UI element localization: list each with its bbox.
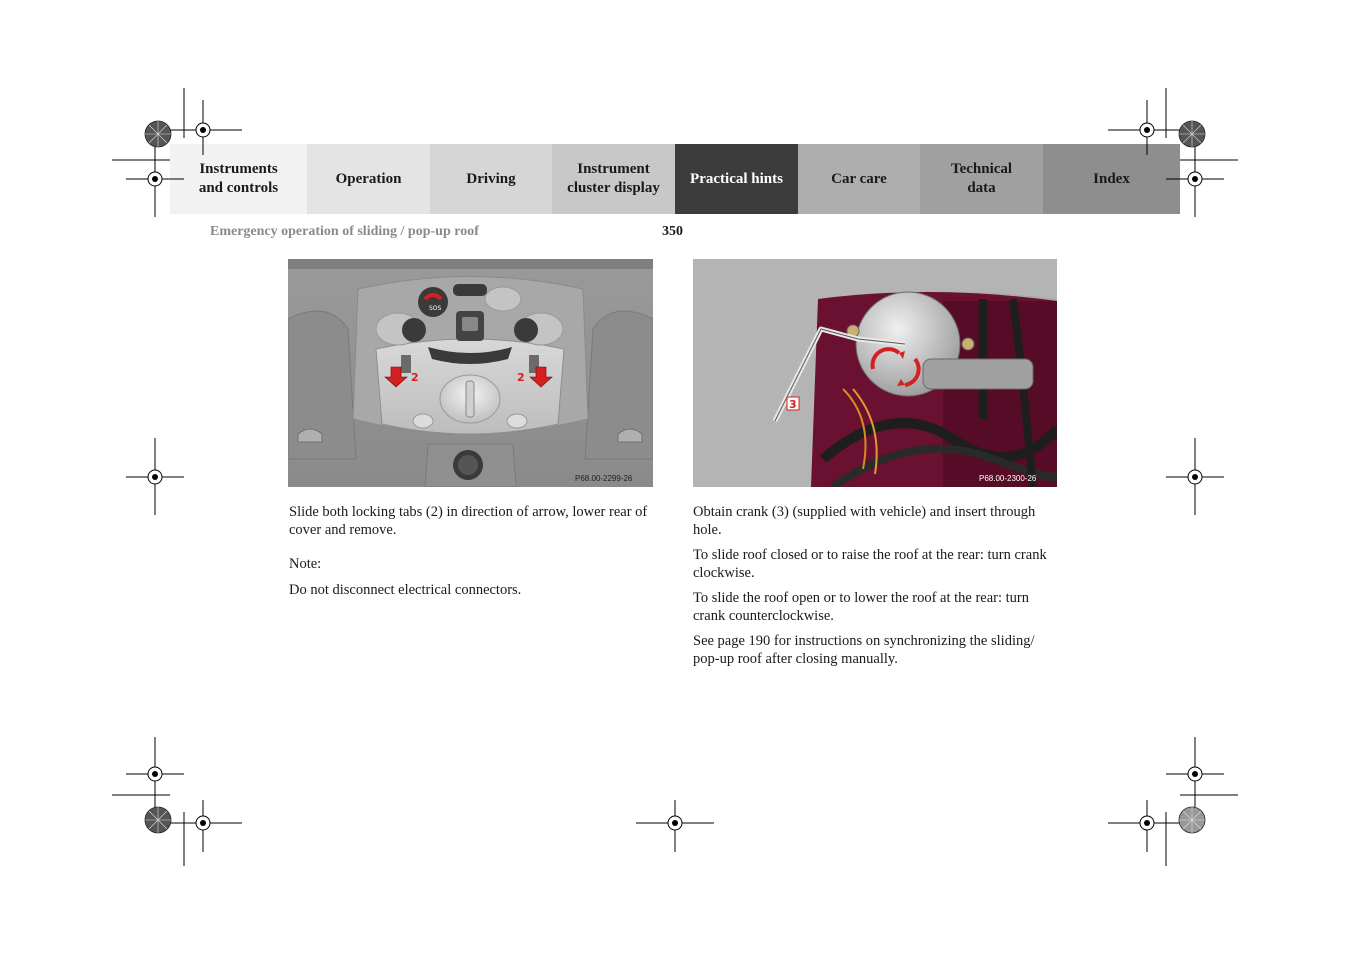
tab-label: and controls <box>198 180 279 196</box>
tab-label: Instrument <box>577 161 650 177</box>
tab-label: Technical <box>950 161 1013 177</box>
tab-label: data <box>967 180 996 196</box>
tab-label: Driving <box>466 170 516 187</box>
sos-label: SOS <box>429 305 442 312</box>
note-text: Do not disconnect electrical connectors. <box>289 582 522 598</box>
callout-2-right: 2 <box>517 371 525 384</box>
tab-label: Instruments <box>199 161 278 177</box>
section-title: Emergency operation of sliding / pop-up roof <box>210 224 479 239</box>
page-number: 350 <box>662 224 683 239</box>
figure-code: P68.00-2300-26 <box>979 474 1037 483</box>
tab-label: Practical hints <box>690 170 783 187</box>
figure-code: P68.00-2299-26 <box>575 474 633 483</box>
tab-label: cluster display <box>567 180 660 196</box>
instruction-paragraph: To slide roof closed or to raise the roof at the rear: turn crank clockwise. <box>693 547 1047 581</box>
instruction-paragraph: Slide both locking tabs (2) in direction of arrow, lower rear of cover and remove. <box>289 504 648 538</box>
instruction-paragraph: Obtain crank (3) (supplied with vehicle) and insert through hole. <box>693 504 1036 538</box>
tab-label: Car care <box>831 170 887 187</box>
note-label: Note: <box>289 556 322 572</box>
callout-3: 3 <box>789 398 797 411</box>
instruction-paragraph: See page 190 for instructions on synchronizing the sliding/ pop-up roof after closing manually. <box>693 633 1035 667</box>
callout-2-left: 2 <box>411 371 419 384</box>
tab-label: Operation <box>335 170 402 187</box>
tab-label: Index <box>1093 170 1130 187</box>
instruction-paragraph: To slide the roof open or to lower the roof at the rear: turn crank counterclockwise. <box>693 590 1029 624</box>
